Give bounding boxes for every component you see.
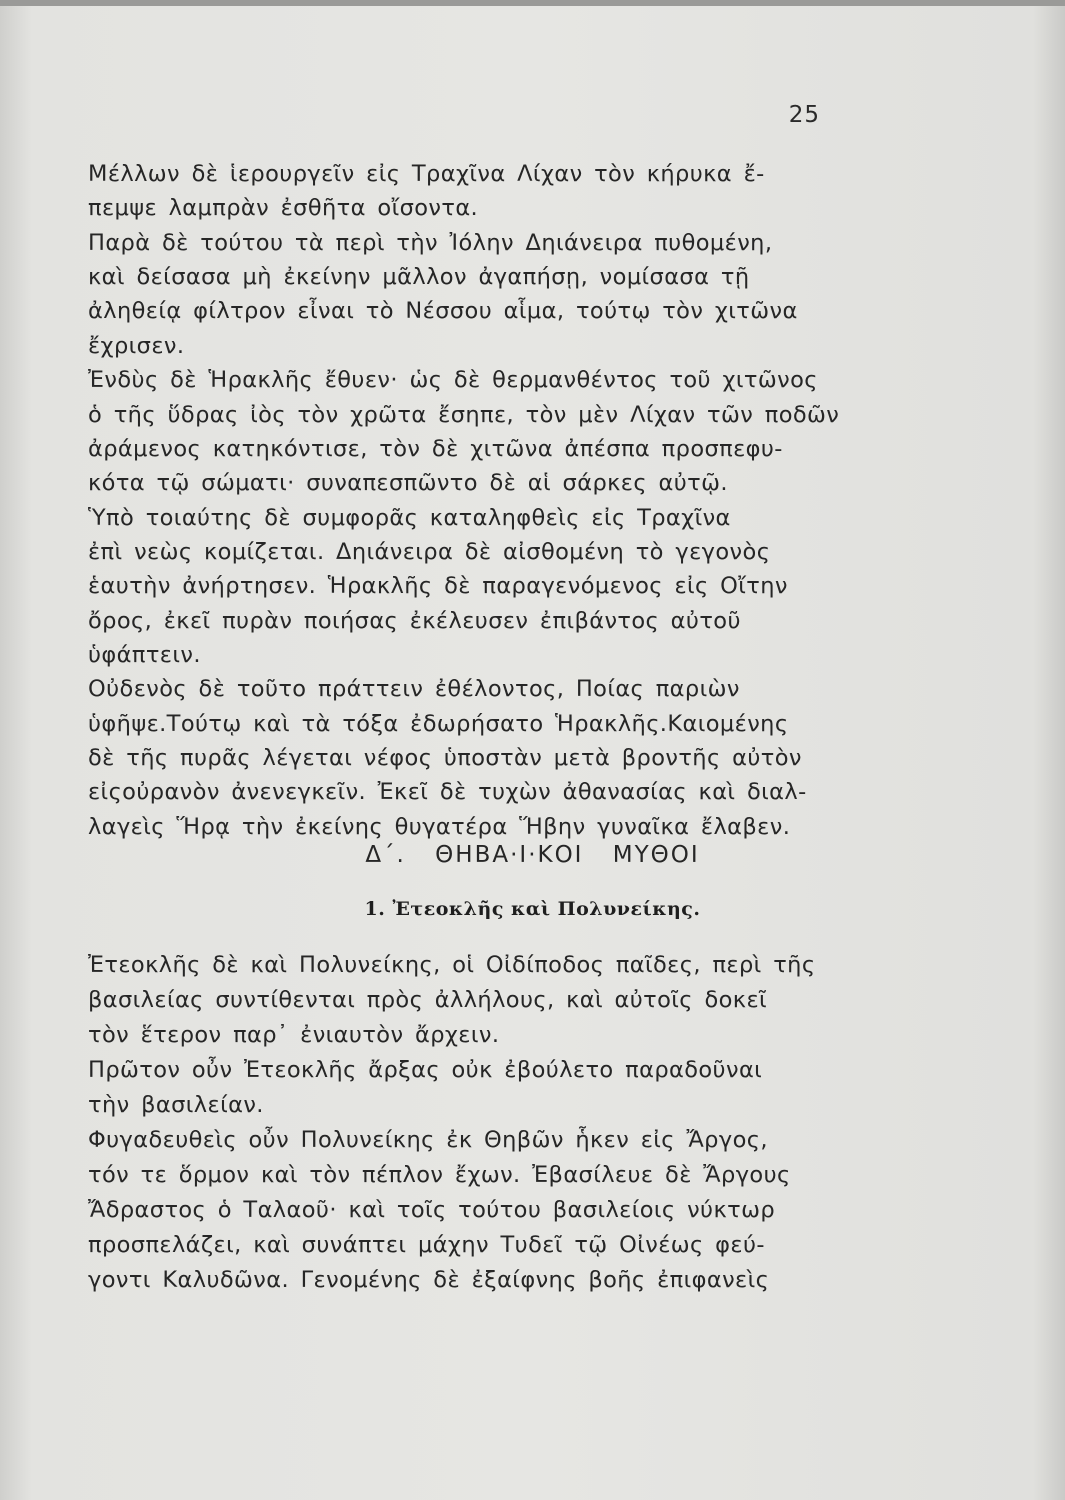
text-line: Φυγαδευθεὶς οὖν Πολυνείκης ἐκ Θηβῶν ἧκεν εἰς Ἄργος, (88, 1127, 768, 1153)
text-line: καὶ δείσασα μὴ ἐκείνην μᾶλλον ἀγαπήσῃ, νομίσασα τῇ (88, 264, 750, 290)
text-line: πεμψε λαμπρὰν ἐσθῆτα οἴσοντα. (88, 195, 479, 221)
text-line: κότα τῷ σώματι· συναπεσπῶντο δὲ αἱ σάρκες αὐτῷ. (88, 470, 728, 496)
text-line: ὑφάπτειν. (88, 642, 201, 668)
text-line: βασιλείας συντίθενται πρὸς ἀλλήλους, καὶ αὐτοῖς δοκεῖ (88, 987, 768, 1013)
text-line: προσπελάζει, καὶ συνάπτει μάχην Τυδεῖ τῷ Οἰνέως φεύ- (88, 1232, 765, 1258)
text-line: ἀράμενος κατηκόντισε, τὸν δὲ χιτῶνα ἀπέσπα προσπεφυ- (88, 436, 783, 462)
text-line: ἀληθείᾳ φίλτρον εἶναι τὸ Νέσσου αἷμα, τούτῳ τὸν χιτῶνα (88, 298, 798, 324)
scan-edge (0, 0, 1065, 6)
text-line: Πρῶτον οὖν Ἐτεοκλῆς ἄρξας οὐκ ἐβούλετο παραδοῦναι (88, 1057, 763, 1083)
text-line: Ὑπὸ τοιαύτης δὲ συμφορᾶς καταληφθεὶς εἰς Τραχῖνα (88, 505, 731, 531)
chapter-subheading: 1. Ἐτεοκλῆς καὶ Πολυνείκης. (364, 898, 701, 920)
section-heading: Δ΄. ΘΗΒΑ·Ι·ΚΟΙ ΜΥΘΟΙ (365, 842, 700, 868)
text-line: ἔχρισεν. (88, 333, 185, 359)
text-line: ὄρος, ἐκεῖ πυρὰν ποιήσας ἐκέλευσεν ἐπιβάντος αὐτοῦ (88, 608, 741, 634)
text-line: Παρὰ δὲ τούτου τὰ περὶ τὴν Ἰόλην Δηιάνειρα πυθομένη, (88, 230, 773, 256)
text-line: ἑαυτὴν ἀνήρτησεν. Ἡρακλῆς δὲ παραγενόμενος εἰς Οἴτην (88, 573, 788, 599)
text-line: δὲ τῆς πυρᾶς λέγεται νέφος ὑποστὰν μετὰ βροντῆς αὐτὸν (88, 745, 802, 771)
text-line: τόν τε ὅρμον καὶ τὸν πέπλον ἔχων. Ἐβασίλευε δὲ Ἄργους (88, 1162, 791, 1188)
text-line: Μέλλων δὲ ἱερουργεῖν εἰς Τραχῖνα Λίχαν τὸν κήρυκα ἔ- (88, 161, 765, 187)
text-line: Ἐτεοκλῆς δὲ καὶ Πολυνείκης, οἱ Οἰδίποδος παῖδες, περὶ τῆς (88, 952, 816, 978)
text-line: λαγεὶς Ἥρᾳ τὴν ἐκείνης θυγατέρα Ἥβην γυναῖκα ἔλαβεν. (88, 814, 791, 840)
text-line: ὁ τῆς ὕδρας ἰὸς τὸν χρῶτα ἔσηπε, τὸν μὲν Λίχαν τῶν ποδῶν (88, 402, 840, 428)
text-line: εἰςοὐρανὸν ἀνενεγκεῖν. Ἐκεῖ δὲ τυχὼν ἀθανασίας καὶ διαλ- (88, 779, 807, 805)
text-line: Οὐδενὸς δὲ τοῦτο πράττειν ἐθέλοντος, Ποίας παριὼν (88, 676, 740, 702)
text-line: ὑφῆψε.Τούτῳ καὶ τὰ τόξα ἐδωρήσατο Ἡρακλῆς.Καιομένης (88, 711, 789, 737)
text-line: Ἄδραστος ὁ Ταλαοῦ· καὶ τοῖς τούτου βασιλείοις νύκτωρ (88, 1197, 776, 1223)
page-number: 25 (788, 102, 820, 128)
text-line: τὴν βασιλείαν. (88, 1092, 264, 1118)
text-line: ἐπὶ νεὼς κομίζεται. Δηιάνειρα δὲ αἰσθομένη τὸ γεγονὸς (88, 539, 771, 565)
text-line: Ἐνδὺς δὲ Ἡρακλῆς ἔθυεν· ὡς δὲ θερμανθέντος τοῦ χιτῶνος (88, 367, 818, 393)
text-line: γοντι Καλυδῶνα. Γενομένης δὲ ἐξαίφνης βοῆς ἐπιφανεὶς (88, 1267, 770, 1293)
text-line: τὸν ἕτερον παρ᾽ ἐνιαυτὸν ἄρχειν. (88, 1022, 500, 1048)
